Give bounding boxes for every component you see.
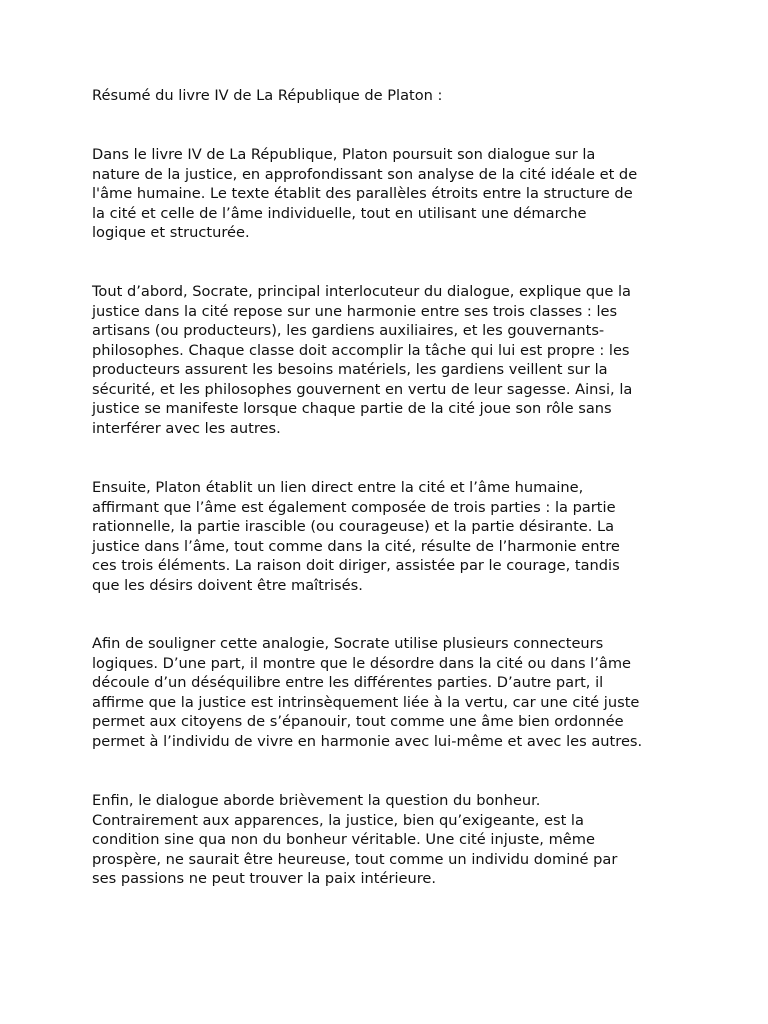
paragraph-line: philosophes. Chaque classe doit accomplir la tâche qui lui est propre : les xyxy=(92,341,630,359)
document-title xyxy=(92,86,692,106)
paragraph-line: découle d’un déséquilibre entre les différentes parties. D’autre part, il xyxy=(92,674,604,691)
paragraph-line: Ensuite, Platon établit un lien direct entre la cité et l’âme humaine, xyxy=(92,479,584,496)
paragraph-line: artisans (ou producteurs), les gardiens auxiliaires, et les gouvernants- xyxy=(92,322,605,339)
paragraph-happiness xyxy=(92,791,692,889)
document-title-text: Résumé du livre IV de La République de Platon : xyxy=(92,87,443,104)
paragraph-line: Afin de souligner cette analogie, Socrate utilise plusieurs connecteurs xyxy=(92,635,604,652)
paragraph-line: Dans le livre IV de La République, Platon poursuit son dialogue sur la xyxy=(92,146,596,163)
paragraph-line: ces trois éléments. La raison doit diriger, assistée par le courage, tandis xyxy=(92,557,620,574)
paragraph-introduction xyxy=(92,145,692,243)
paragraph-line: la cité et celle de l’âme individuelle, tout en utilisant une démarche xyxy=(92,204,587,222)
paragraph-line: l'âme humaine. Le texte établit des parallèles étroits entre la structure de xyxy=(92,185,633,202)
paragraph-line: prospère, ne saurait être heureuse, tout comme un individu dominé par xyxy=(92,850,618,868)
paragraph-line: interférer avec les autres. xyxy=(92,419,281,437)
paragraph-line: justice dans l’âme, tout comme dans la cité, résulte de l’harmonie entre xyxy=(92,537,620,555)
paragraph-line: que les désirs doivent être maîtrisés. xyxy=(92,576,363,594)
paragraph-soul-parts xyxy=(92,478,692,595)
paragraph-line: justice dans la cité repose sur une harmonie entre ses trois classes : les xyxy=(92,302,618,320)
paragraph-line: producteurs assurent les besoins matériels, les gardiens veillent sur la xyxy=(92,361,608,378)
paragraph-line: Enfin, le dialogue aborde brièvement la question du bonheur. xyxy=(92,792,541,809)
paragraph-line: affirmant que l’âme est également composée de trois parties : la partie xyxy=(92,498,616,516)
paragraph-line: Contrairement aux apparences, la justice, bien qu’exigeante, est la xyxy=(92,811,584,829)
paragraph-line: Tout d’abord, Socrate, principal interlocuteur du dialogue, explique que la xyxy=(92,283,631,300)
paragraph-line: sécurité, et les philosophes gouvernent en vertu de leur sagesse. Ainsi, la xyxy=(92,380,633,398)
paragraph-line: permet à l’individu de vivre en harmonie avec lui-même et avec les autres. xyxy=(92,732,643,750)
paragraph-line: permet aux citoyens de s’épanouir, tout comme une âme bien ordonnée xyxy=(92,713,624,730)
paragraph-analogy xyxy=(92,634,692,751)
paragraph-line: rationnelle, la partie irascible (ou courageuse) et la partie désirante. La xyxy=(92,518,615,535)
paragraph-line: justice se manifeste lorsque chaque partie de la cité joue son rôle sans xyxy=(92,400,612,417)
paragraph-line: affirme que la justice est intrinsèquement liée à la vertu, car une cité juste xyxy=(92,693,640,711)
paragraph-line: logique et structurée. xyxy=(92,224,250,241)
paragraph-line: logiques. D’une part, il montre que le désordre dans la cité ou dans l’âme xyxy=(92,654,632,672)
paragraph-three-classes xyxy=(92,282,692,438)
paragraph-line: nature de la justice, en approfondissant son analyse de la cité idéale et de xyxy=(92,165,638,183)
paragraph-line: ses passions ne peut trouver la paix intérieure. xyxy=(92,870,437,887)
paragraph-line: condition sine qua non du bonheur véritable. Une cité injuste, même xyxy=(92,831,595,848)
